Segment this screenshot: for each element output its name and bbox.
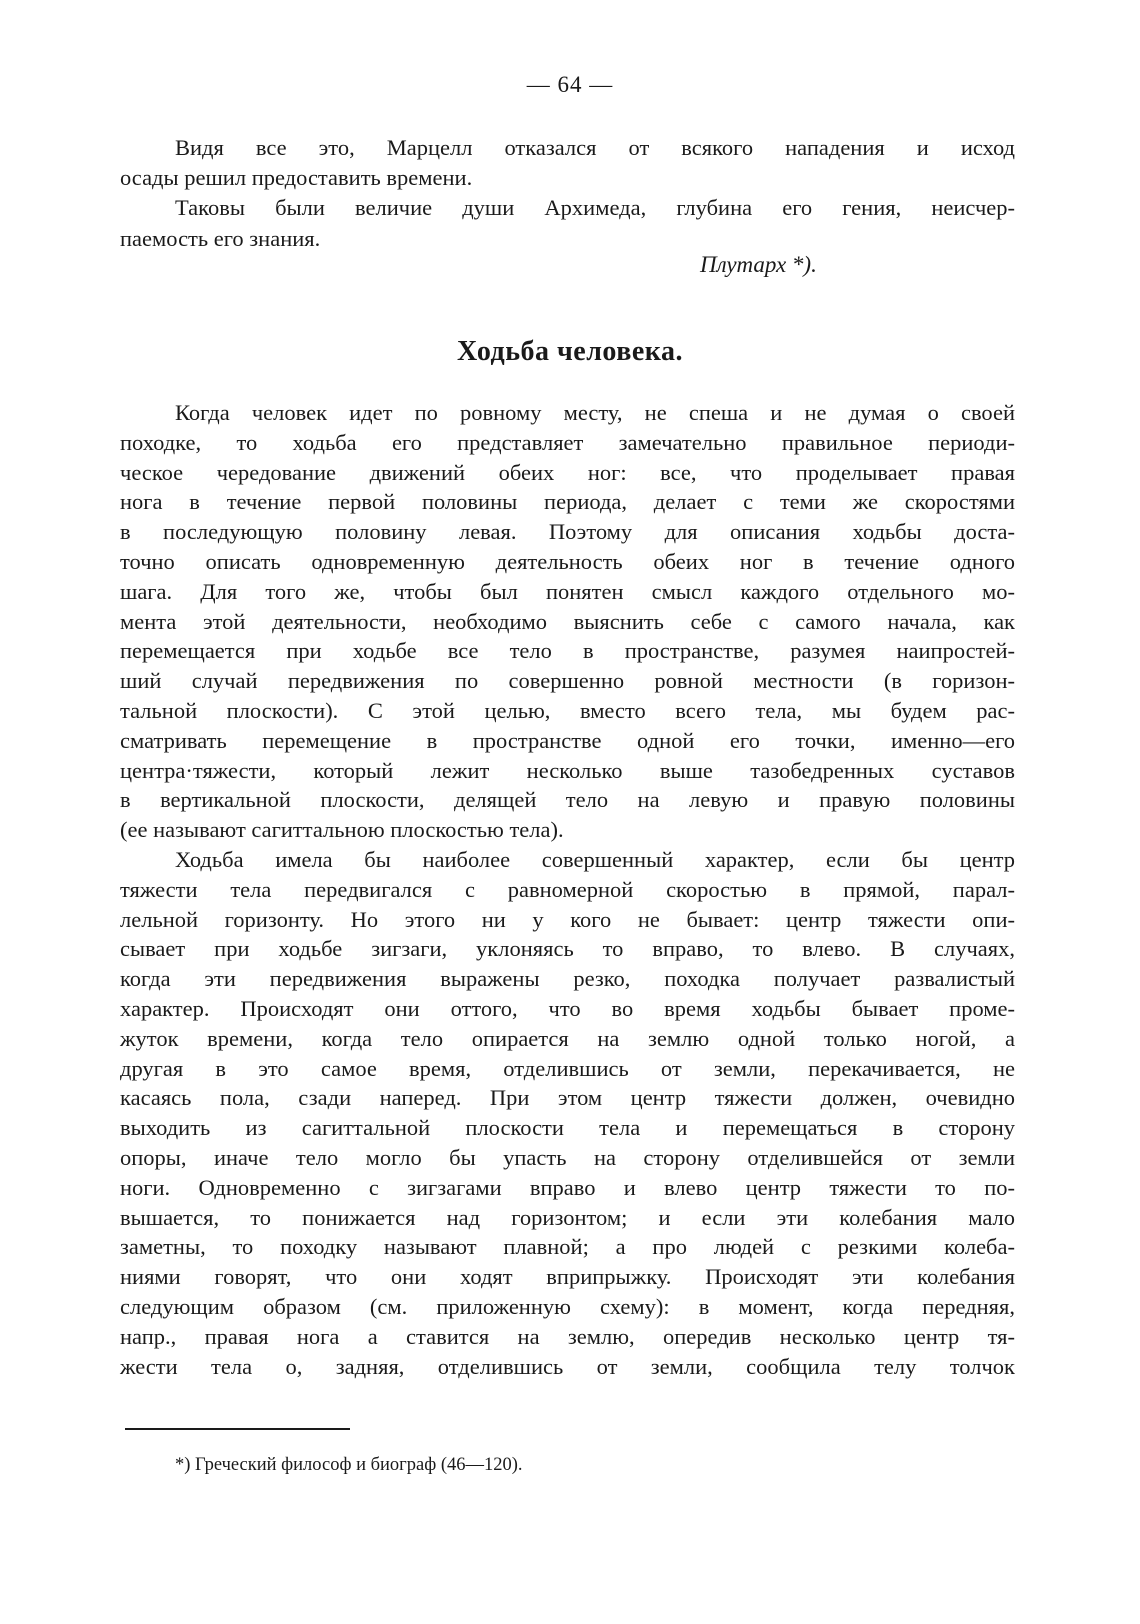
text-line: опоры, иначе тело могло бы упасть на сторону отделившейся от земли [120,1144,1015,1170]
footnote-divider [125,1428,350,1430]
text-line: Таковы были величие души Архимеда, глубина его гения, неисчер- [175,195,1015,221]
text-line: точно описать одновременную деятельность обеих ног в течение одного [120,548,1015,574]
text-line: в вертикальной плоскости, делящей тело на левую и правую половины [120,787,1015,813]
text-line: заметны, то походку называют плавной; а про людей с резкими колеба- [120,1234,1015,1260]
text-line: ниями говорят, что они ходят вприпрыжку. Происходят эти колебания [120,1264,1015,1290]
text-line: жуток времени, когда тело опирается на землю одной только ногой, а [120,1025,1015,1051]
text-line: сматривать перемещение в пространстве одной его точки, именно—его [120,727,1015,753]
text-line: тяжести тела передвигался с равномерной скоростью в прямой, парал- [120,876,1015,902]
main-text [120,398,1015,1381]
text-line: (ее называют сагиттальною плоскостью тела). [120,817,564,843]
text-line: вышается, то понижается над горизонтом; и если эти колебания мало [120,1204,1015,1230]
text-line: следующим образом (см. приложенную схему): в момент, когда передняя, [120,1293,1015,1319]
text-line: характер. Происходят они оттого, что во время ходьбы бывает проме- [120,995,1015,1021]
text-line: напр., правая нога a ставится на землю, опередив несколько центр тя- [120,1323,1015,1349]
text-line: когда эти передвижения выражены резко, походка получает развалистый [120,966,1015,992]
text-line: касаясь пола, сзади наперед. При этом центр тяжести должен, очевидно [120,1085,1015,1111]
text-line: в последующую половину левая. Поэтому для описания ходьбы доста- [120,519,1015,545]
text-line: выходить из сагиттальной плоскости тела и перемещаться в сторону [120,1115,1015,1141]
text-line: ноги. Одновременно с зигзагами вправо и влево центр тяжести то по- [120,1174,1015,1200]
text-line: ший случай передвижения по совершенно ровной местности (в горизон- [120,668,1015,694]
text-line: походке, то ходьба его представляет замечательно правильное периоди- [120,429,1015,455]
text-line: нога в течение первой половины периода, делает с теми же скоростями [120,489,1015,515]
intro-paragraphs [120,133,1015,254]
text-line: перемещается при ходьбе все тело в пространстве, разумея наипростей- [120,638,1015,664]
text-line: паемость его знания. [120,225,321,251]
text-line: лельной горизонту. Но этого ни у кого не бывает: центр тяжести опи- [120,906,1015,932]
text-line: мента этой деятельности, необходимо выяснить себе с самого начала, как [120,608,1015,634]
page-number: — 64 — [526,72,614,97]
text-line: сывает при ходьбе зигзаги, уклоняясь то вправо, то влево. В случаях, [120,936,1015,962]
text-line: жести тела o, задняя, отделившись от земли, сообщила телу толчок [120,1353,1015,1379]
text-line: другая в это самое время, отделившись от земли, перекачивается, не [120,1055,1015,1081]
text-line: тальной плоскости). С этой целью, вместо всего тела, мы будем рас- [120,697,1015,723]
text-line: центра·тяжести, который лежит несколько выше тазобедренных суставов [120,757,1015,783]
text-line: Когда человек идет по ровному месту, не спеша и не думая о своей [175,400,1015,425]
text-line: Видя все это, Марцелл отказался от всякого нападения и исход [175,135,1015,160]
text-line: осады решил предоставить времени. [120,165,473,191]
text-line: Ходьба имела бы наиболее совершенный характер, если бы центр [175,846,1015,872]
footnote: *) Греческий философ и биограф (46—120). [175,1455,523,1475]
text-line: ческое чередование движений обеих ног: все, что проделывает правая [120,459,1015,485]
section-title: Ходьба человека. [456,336,683,367]
text-line: шага. Для того же, чтобы был понятен смысл каждого отдельного мо- [120,578,1015,604]
author-attribution: Плутарх *). [700,252,817,277]
